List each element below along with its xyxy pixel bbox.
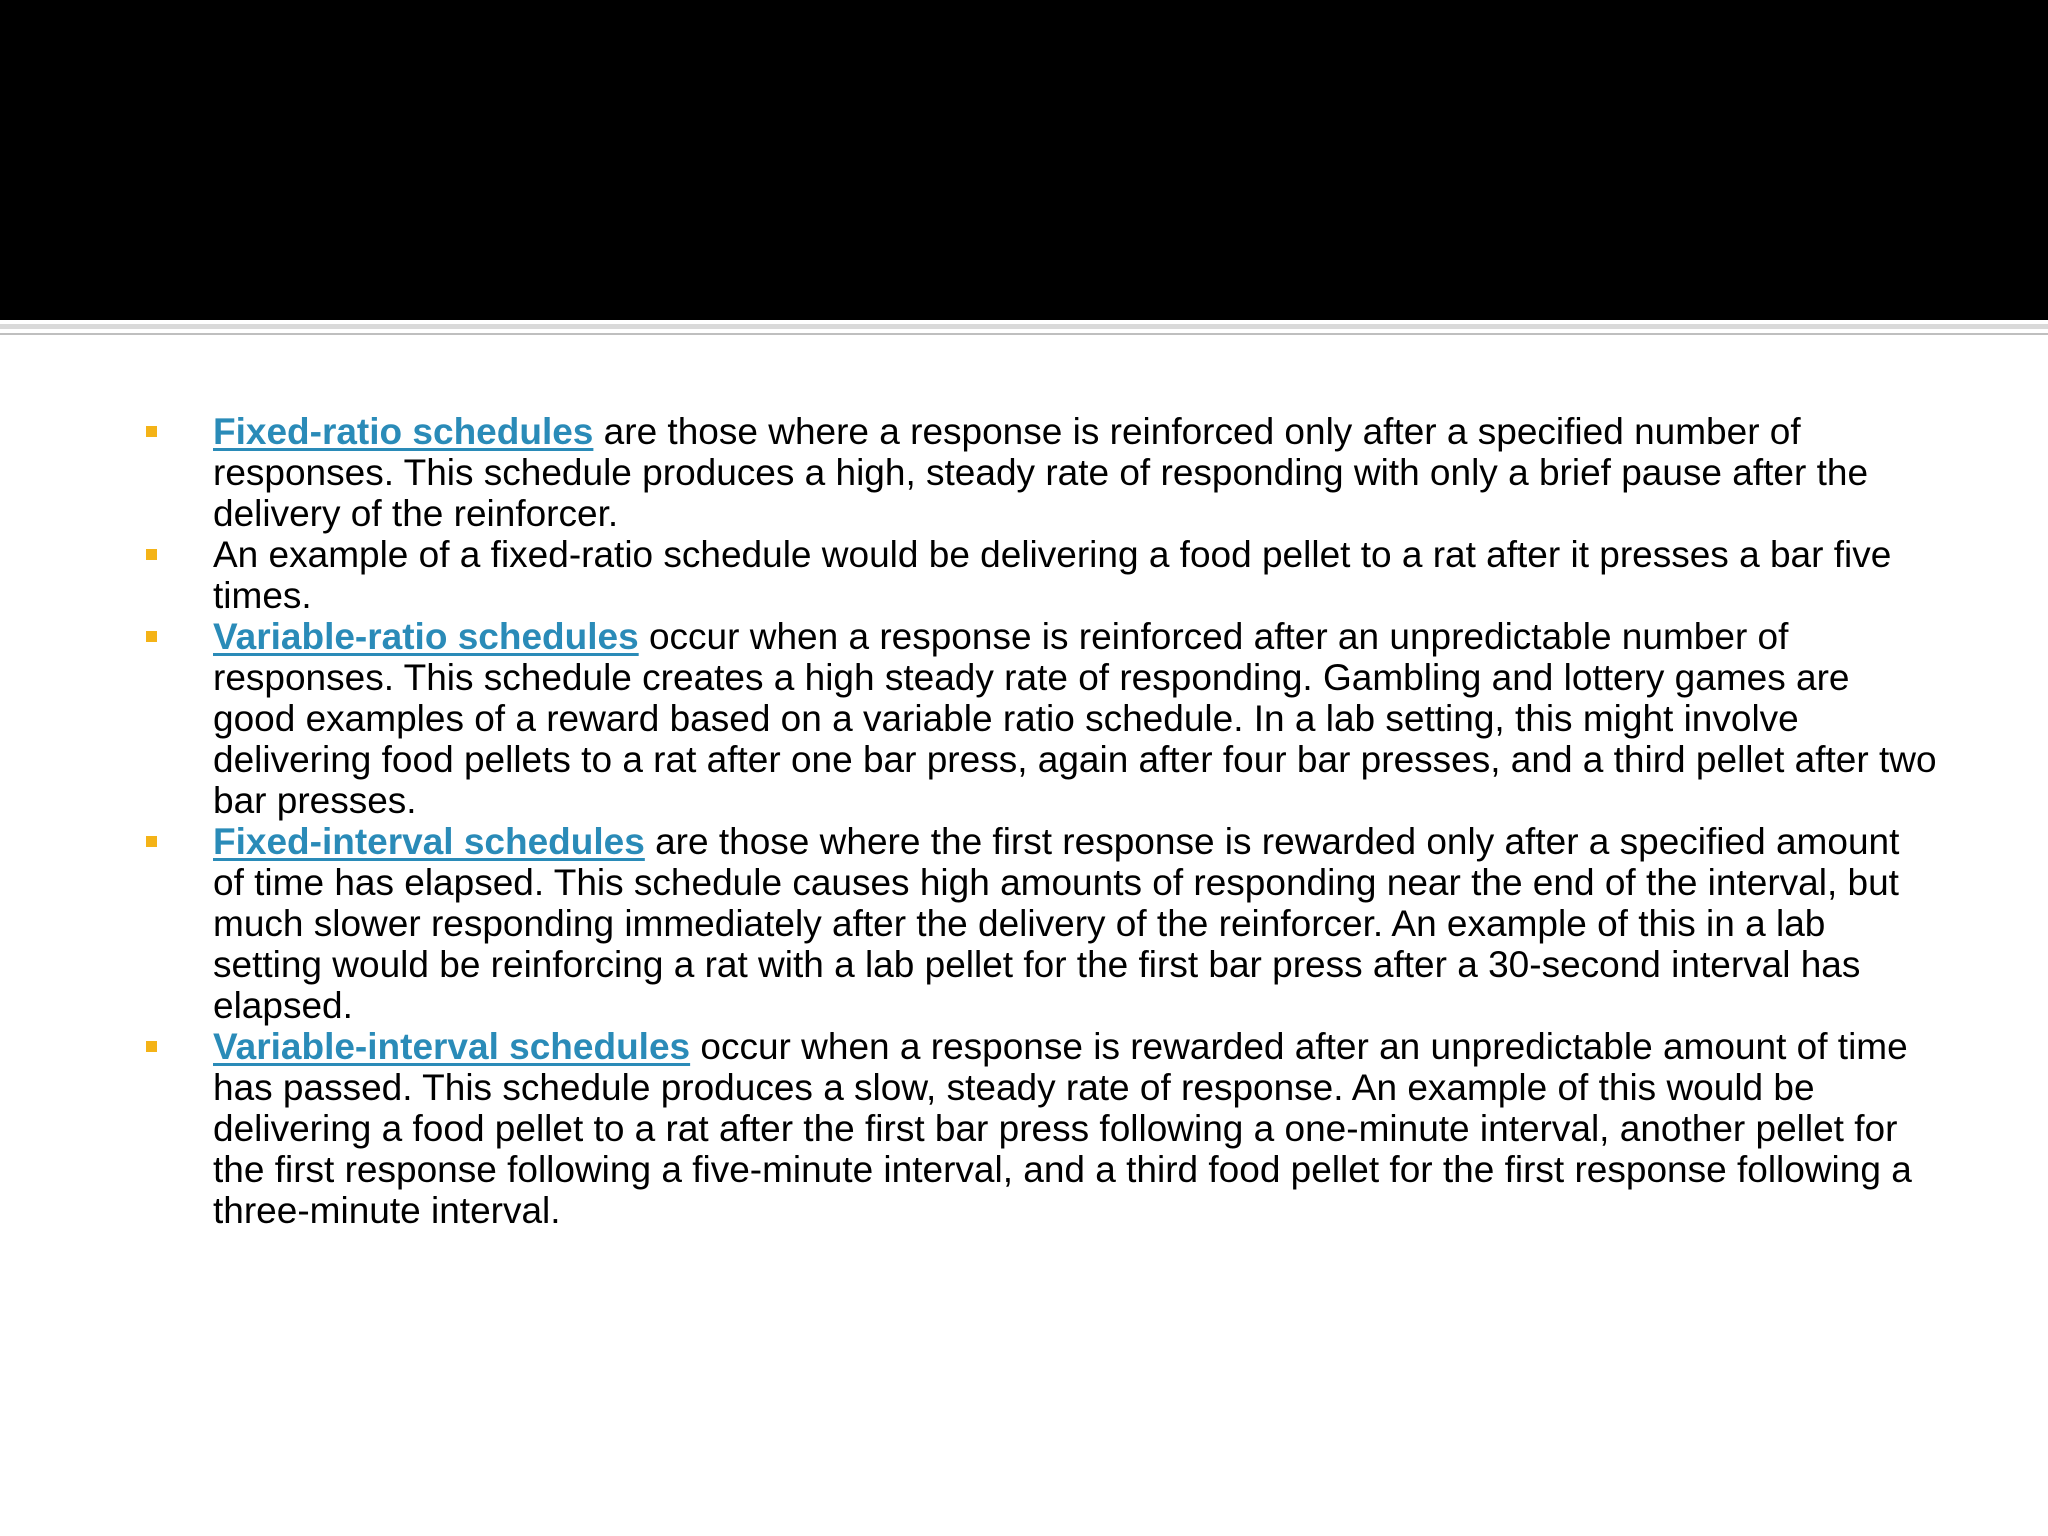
bullet-item-variable-interval: [140, 1026, 1940, 1231]
bullet-text: occur when a response is rewarded after an unpredictable amount of time has passed. This schedule produces a slow, steady rate of response. An example of this would be delivering a food pellet to a rat after the first bar press following a one-minute interval, another pellet for the first response following a five-minute interval, and a third food pellet for the first response following a three-minute interval.: [213, 1026, 1912, 1231]
bullet-text: are those where a response is reinforced only after a specified number of responses. This schedule produces a high, steady rate of responding with only a brief pause after the delivery of the reinforcer.: [213, 411, 1869, 534]
square-bullet-icon: [146, 631, 157, 642]
fixed-ratio-link[interactable]: Fixed-ratio schedules: [213, 411, 594, 452]
square-bullet-icon: [146, 549, 157, 560]
square-bullet-icon: [146, 1041, 157, 1052]
bullet-text: are those where the first response is rewarded only after a specified amount of time has elapsed. This schedule causes high amounts of responding near the end of the interval, but much slower responding immediately after the delivery of the reinforcer. An example of this in a lab setting would be reinforcing a rat with a lab pellet for the first bar press after a 30-second interval has elapsed.: [213, 821, 1900, 1026]
variable-ratio-link[interactable]: Variable-ratio schedules: [213, 616, 639, 657]
square-bullet-icon: [146, 426, 157, 437]
title-divider-thick: [0, 324, 2048, 329]
bullet-text: occur when a response is reinforced after an unpredictable number of responses. This schedule creates a high steady rate of responding. Gambling and lottery games are good examples of a reward based on a variable ratio schedule. In a lab setting, this might involve delivering food pellets to a rat after one bar press, again after four bar presses, and a third pellet after two bar presses.: [213, 616, 1937, 821]
variable-interval-link[interactable]: Variable-interval schedules: [213, 1026, 691, 1067]
title-divider-thin: [0, 333, 2048, 335]
bullet-list: [140, 411, 1940, 1231]
square-bullet-icon: [146, 836, 157, 847]
fixed-interval-link[interactable]: Fixed-interval schedules: [213, 821, 645, 862]
bullet-item-variable-ratio: [140, 616, 1940, 821]
bullet-item-fixed-ratio: [140, 411, 1940, 534]
bullet-text: An example of a fixed-ratio schedule would be delivering a food pellet to a rat after it presses a bar five times.: [213, 534, 1892, 616]
slide-content: [140, 411, 1940, 1231]
slide-title-bar: [0, 0, 2048, 320]
bullet-item-fixed-interval: [140, 821, 1940, 1026]
bullet-item-fixed-ratio-example: [140, 534, 1940, 616]
